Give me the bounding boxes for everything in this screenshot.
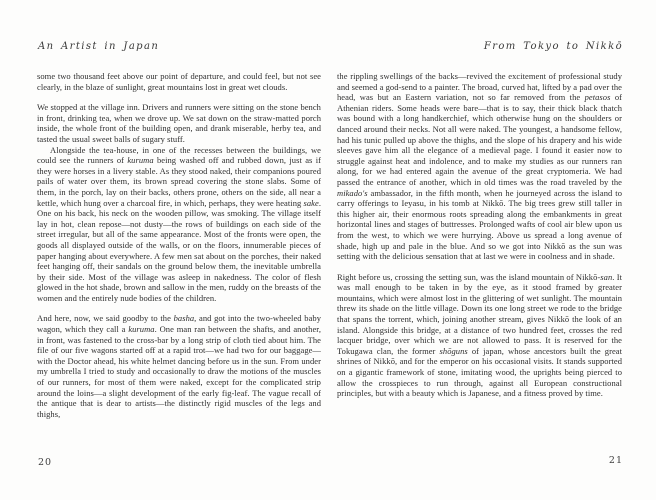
paragraph: We stopped at the village inn. Drivers and runners were sitting on the stone bench in front, drinking tea, when we drove up. We sat down on the straw-matted porch inside, the whole front of the building open, and drank miserable, herby tea, and tasted the usual sweet balls of sugary stuff. <box>37 102 321 144</box>
paragraph: And here, now, we said goodby to the basha, and got into the two-wheeled baby wagon, which they call a kuruma. One man ran between the shafts, and another, in front, was fastened to the cross-bar by a long strip of cloth tied about him. The file of our five wagons started off at a rapid trot—we had two for our baggage—with the Doctor ahead, his white helmet dancing before us in the sun. From under my umbrella I tried to study and occasionally to draw the motions of the muscles of our runners, for most of them were naked, except for the complicated strip around the loins—a slight development of the early fig-leaf. The vague recall of the antique that is dear to artists—the distinctly rigid muscles of the legs and thighs, <box>37 313 321 419</box>
running-header-right: From Tokyo to Nikkō <box>483 41 623 52</box>
page-left-text <box>37 71 321 419</box>
page-number-left: 20 <box>38 457 53 468</box>
paragraph: Alongside the tea-house, in one of the recesses between the buildings, we could see the runners of kuruma being washed off and rubbed down, just as if they were horses in a livery stable. As they stood naked, their companions poured pails of water over them, its brown spread covering the stone slabs. Some of them, in the porch, lay on their backs, others prone, others on the side, all near a kettle, which hung over a charcoal fire, in which, perhaps, they were heating sake. One on his back, his neck on the wooden pillow, was smoking. The village itself lay in hot, clean repose—not dusty—the rows of buildings on each side of the street irregular, but all of the same appearance. Most of the fronts were open, the goods all displayed outside of the walls, or on the floors, innumerable pieces of paper hanging about everywhere. A few men sat about on the porches, their naked feet hanging off, their sandals on the ground below them, the inevitable umbrella by their side. Most of the village was asleep in nakedness. The color of flesh glowed in the hot shade, brown and sallow in the men, ruddy on the breasts of the women and the entirely nude bodies of the children. <box>37 144 321 303</box>
page-number-right: 21 <box>608 455 623 466</box>
page-right-text <box>337 71 622 399</box>
paragraph: Right before us, crossing the setting sun, was the island mountain of Nikkō-san. It was mall enough to be taken in by the eye, as it stood framed by greater mountains, which were almost lost in the glittering of wet sunlight. The mountain threw its shade on the little village. Down its one long street we rode to the bridge that spans the torrent, which, joining another stream, gives Nikkō the look of an island. Alongside this bridge, at a distance of two hundred feet, crosses the red lacquer bridge, over which we are not allowed to pass. It is reserved for the Tokugawa clan, the former shōguns of japan, whose ancestors built the great shrines of Nikkō, and for the emperor on his occasional visits. It stands supported on a gigantic framework of stone, imitating wood, the uprights being pierced to allow the crosspieces to run through, against all European constructional principles, but with a beauty which is Japanese, and a fitness proved by time. <box>337 271 623 399</box>
paragraph: some two thousand feet above our point of departure, and could feel, but not see clearly, in the blaze of sunlight, great mountains lost in great wet clouds. <box>37 71 321 92</box>
paragraph: the rippling swellings of the backs—revived the excitement of professional study and seemed a god-send to a painter. The broad, curved hat, lifted by a pad over the head, was but an Eastern variation, not so far removed from the petasos of Athenian riders. Some heads were bare—that is to say, their thick black thatch was bound with a long handkerchief, which otherwise hung on the shoulders or danced around their necks. Not all were naked. The youngest, a handsome fellow, had his tunic pulled up above the thighs, and the slope of his drapery and his wide sleeves gave him all the elegance of a medieval page. I found it easier now to struggle against heat and indolence, and to make my studies as our runners ran along, for we had entered again the avenue of the great cryptomeria. We had passed the entrance of another, which in old times was the road traveled by the mikado's ambassador, in the fifth month, when he journeyed across the island to carry offerings to Ieyasu, in his tomb at Nikkō. The big trees grew still taller in this higher air, their enormous roots spreading along the embankments in great horizontal lines and stages of buttresses. Prolonged wafts of cool air blew upon us from the west, to which we were hurrying. Above us spread a long avenue of shade, high up and pale in the blue. And so we got into Nikkō as the sun was setting with the delicious sensation that at last we were in coolness and in shade. <box>337 71 622 262</box>
running-header-left: An Artist in Japan <box>38 41 160 52</box>
